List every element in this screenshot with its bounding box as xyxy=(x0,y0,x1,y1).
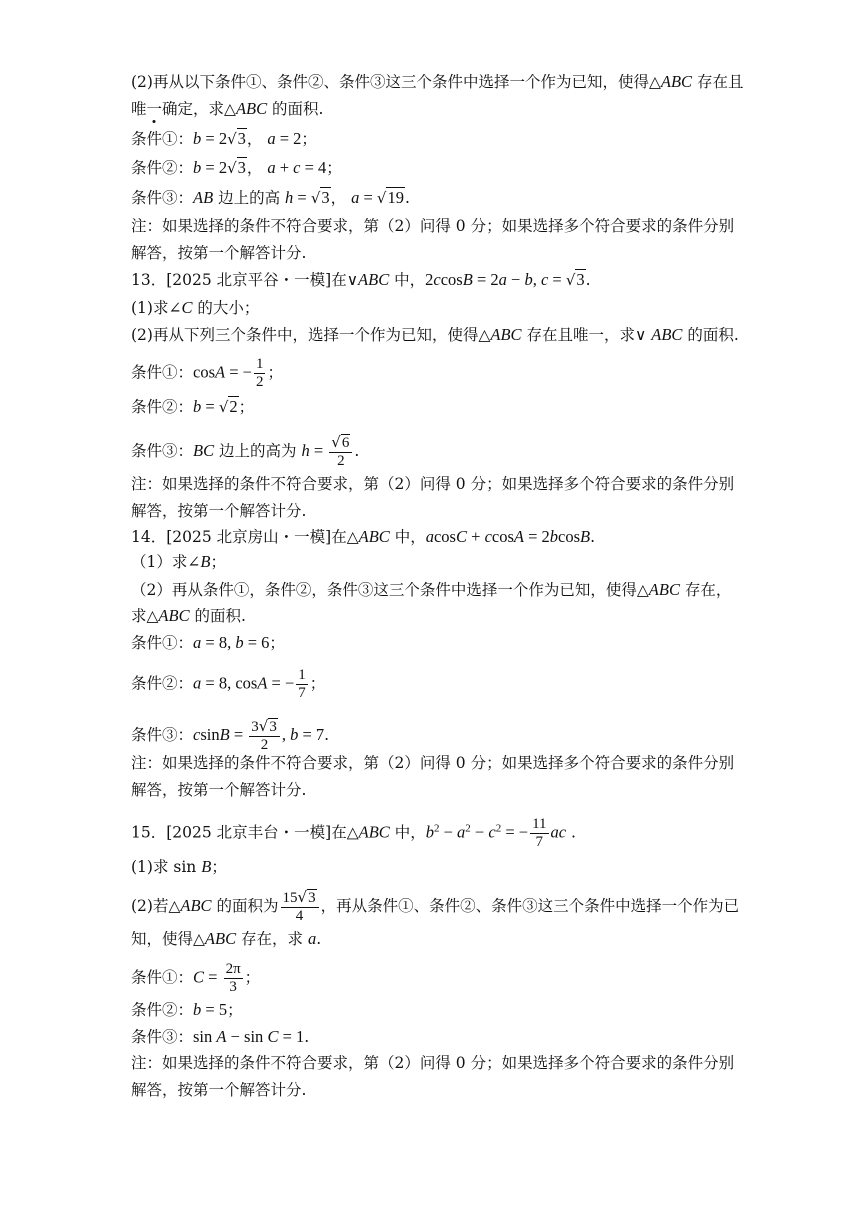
p13-condition-3: 条件③：BC 边上的高为 h = $\frac{√6}{2}$ . xyxy=(131,433,360,469)
p13-condition-2: 条件②：b = √2； xyxy=(131,397,255,416)
p15-part2-line2: 知，使得△ABC 存在，求 a. xyxy=(131,929,322,948)
p13-part1: (1)求∠C 的大小； xyxy=(131,298,260,317)
p15-heading: 15．[2025 北京丰台・一模]在△ABC 中，$b^2 - a^2 - c^2$ = − $\frac{11}{7}$ ac . xyxy=(131,816,576,850)
p14-note-line2: 解答，按第一个解答计分. xyxy=(131,781,307,799)
p15-condition-1: 条件①：C = $\frac{2\pi}{3}$ ； xyxy=(131,961,261,995)
p14-heading: 14．[2025 北京房山・一模]在△ABC 中，acosC + ccosA = 2bcosB. xyxy=(131,527,596,546)
p14-condition-2: 条件②：a = 8, cosA = − $\frac{1}{7}$ ； xyxy=(131,667,326,701)
p15-part2-line1: (2)若△ABC 的面积为 $\frac{15√3}{4}$ ，再从条件①、条件②、条件③这三个条件中选择一个作为已 xyxy=(131,888,740,924)
p13-heading: 13．[2025 北京平谷・一模]在∨ABC 中，2ccosB = 2a − b, c = √3. xyxy=(131,270,591,289)
p13-note-line2: 解答，按第一个解答计分. xyxy=(131,502,307,520)
p12-part2-line2: 唯一确定，求△ABC 的面积. xyxy=(131,99,324,118)
p15-part1: (1)求 sin B； xyxy=(131,857,227,876)
p14-part1: （1）求∠B； xyxy=(131,552,226,571)
p13-note-line1: 注：如果选择的条件不符合要求，第（2）问得 0 分；如果选择多个符合要求的条件分别 xyxy=(131,475,735,493)
p12-note-line1: 注：如果选择的条件不符合要求，第（2）问得 0 分；如果选择多个符合要求的条件分别 xyxy=(131,217,735,235)
p14-part2-line2: 求△ABC 的面积. xyxy=(131,606,246,625)
p12-part2-line1: (2)再从以下条件①、条件②、条件③这三个条件中选择一个作为已知，使得△ABC 存在且 xyxy=(131,72,744,91)
p15-note-line2: 解答，按第一个解答计分. xyxy=(131,1081,307,1099)
p12-note-line2: 解答，按第一个解答计分. xyxy=(131,244,307,262)
p15-condition-2: 条件②：b = 5； xyxy=(131,1000,243,1019)
p12-condition-3: 条件③：AB 边上的高 h = √3， a = √19. xyxy=(131,188,410,207)
p15-note-line1: 注：如果选择的条件不符合要求，第（2）问得 0 分；如果选择多个符合要求的条件分别 xyxy=(131,1054,735,1072)
p12-condition-2: 条件②：b = 2√3， a + c = 4； xyxy=(131,158,342,177)
p15-condition-3: 条件③：sin A − sin C = 1. xyxy=(131,1027,310,1046)
p14-note-line1: 注：如果选择的条件不符合要求，第（2）问得 0 分；如果选择多个符合要求的条件分别 xyxy=(131,754,735,772)
p14-condition-3: 条件③：csinB = $\frac{3√3}{2}$ , b = 7. xyxy=(131,717,330,753)
p14-part2-line1: （2）再从条件①，条件②，条件③这三个条件中选择一个作为已知，使得△ABC 存在， xyxy=(131,580,732,599)
p14-condition-1: 条件①：a = 8, b = 6； xyxy=(131,633,285,652)
p13-condition-1: 条件①：cosA = − $\frac{1}{2}$ ； xyxy=(131,356,283,390)
p13-part2: (2)再从下列三个条件中，选择一个作为已知，使得△ABC 存在且唯一，求∨ ABC 的面积. xyxy=(131,325,739,344)
p12-condition-1: 条件①：b = 2√3， a = 2； xyxy=(131,129,317,148)
